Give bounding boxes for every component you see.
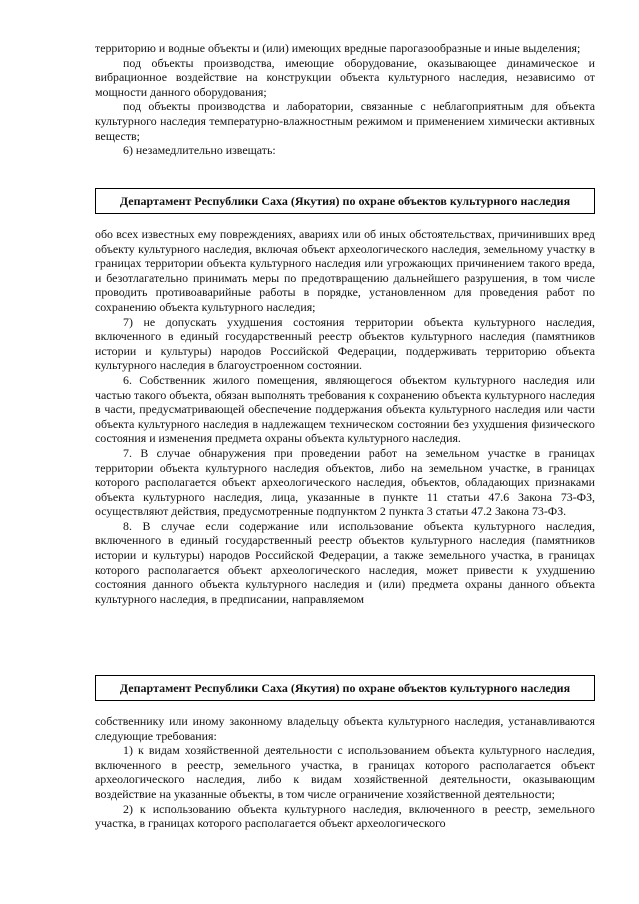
paragraph: под объекты производства, имеющие оборудование, оказывающее динамическое и вибрационное воздействие на конструкции объекта культурного наследия, независимо от мощности данного оборудования; [95,55,595,99]
paragraph: обо всех известных ему повреждениях, авариях или об иных обстоятельствах, причинивших вред объекту культурного наследия, включая объект археологического наследия, земельному участку в границах территории объекта культурного наследия или угрожающих причинением такого вреда, и безотлагательно принимать меры по предотвращению дальнейшего разрушения, в том числе проводить противоаварийные работы в порядке, установленном для проведения работ по сохранению объекта культурного наследия; [95,227,595,314]
paragraph: собственнику или иному законному владельцу объекта культурного наследия, устанавливаются следующие требования: [95,714,595,743]
department-banner: Департамент Республики Саха (Якутия) по охране объектов культурного наследия [95,188,595,214]
paragraph: 7. В случае обнаружения при проведении работ на земельном участке в границах территории объекта культурного наследия объектов, либо на земельном участке, в границах которого располагается объект археологического наследия, объектов, обладающих признаками объекта культурного наследия, лица, указанные в пункте 11 статьи 47.6 Закона 73-ФЗ, осуществляют действия, предусмотренные подпунктом 2 пункта 3 статьи 47.2 Закона 73-ФЗ. [95,445,595,519]
paragraph: 2) к использованию объекта культурного наследия, включенного в реестр, земельного участка, в границах которого располагается объект археологического [95,801,595,831]
paragraph: под объекты производства и лаборатории, связанные с неблагоприятным для объекта культурного наследия температурно-влажностным режимом и применением химически активных веществ; [95,99,595,143]
paragraph: 8. В случае если содержание или использование объекта культурного наследия, включенного в единый государственный реестр объектов культурного наследия (памятников истории и культуры) народов Российской Федерации, а также земельного участка, в границах которого располагается объект археологического наследия, может привести к ухудшению состояния данного объекта культурного наследия и (или) предмета охраны данного объекта культурного наследия, в предписании, направляемом [95,518,595,606]
department-banner: Департамент Республики Саха (Якутия) по охране объектов культурного наследия [95,675,595,701]
text-section-1 [95,41,595,158]
paragraph: 6) незамедлительно извещать: [123,143,276,158]
paragraph: 6. Собственник жилого помещения, являющегося объектом культурного наследия или частью такого объекта, обязан выполнять требования к сохранению объекта культурного наследия в части, предусматривающей обеспечение поддержания объекта культурного наследия или части объекта культурного наследия в надлежащем техническом состоянии без ухудшения физического состояния и изменения предмета охраны объекта культурного наследия. [95,372,595,446]
text-section-3 [95,714,595,831]
paragraph: территорию и водные объекты и (или) имеющих вредные парогазообразные и иные выделения; [95,41,581,55]
paragraph: 1) к видам хозяйственной деятельности с использованием объекта культурного наследия, включенного в реестр, земельного участка, в границах которого располагается объект археологического наследия, либо к видам хозяйственной деятельности, оказывающим воздействие на указанные объекты, в том числе ограничение хозяйственной деятельности; [95,743,595,801]
text-section-2 [95,227,595,606]
paragraph: 7) не допускать ухудшения состояния территории объекта культурного наследия, включенного в единый государственный реестр объектов культурного наследия (памятников истории и культуры) народов Российской Федерации, поддерживать территорию объекта культурного наследия в благоустроенном состоянии. [95,314,595,373]
